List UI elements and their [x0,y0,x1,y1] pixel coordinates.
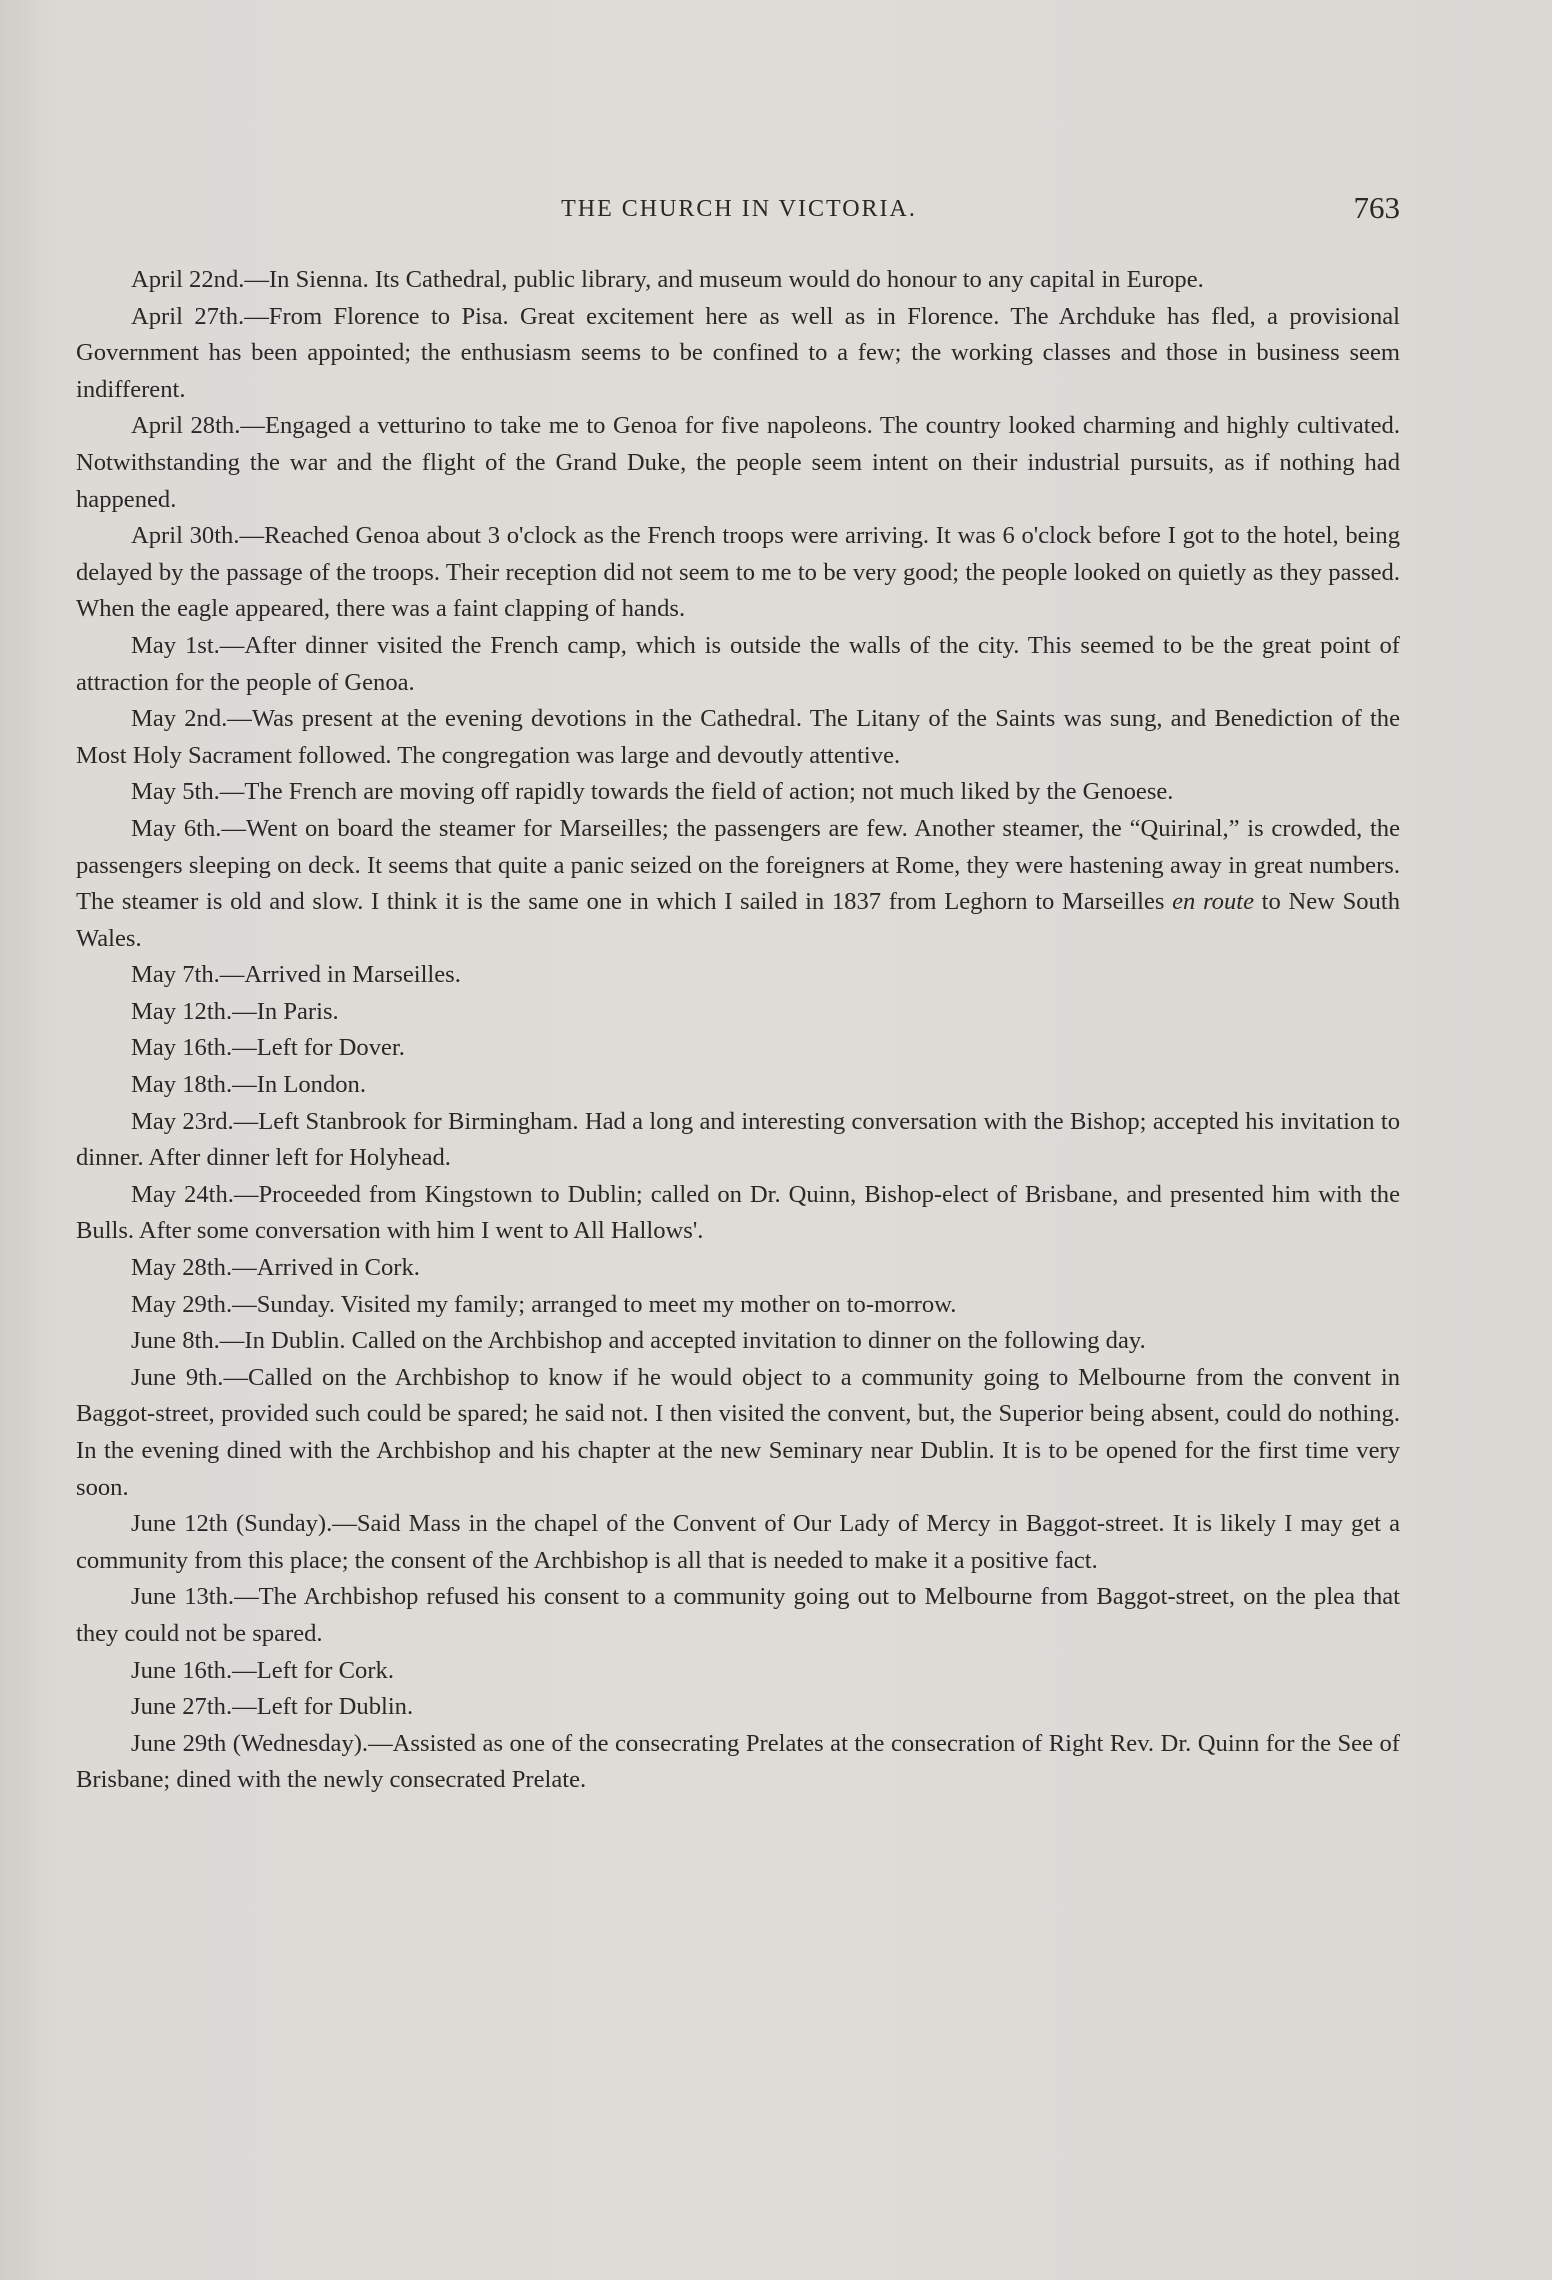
diary-entry: May 6th.—Went on board the steamer for Marseilles; the passengers are few. Another steamer, the “Quirinal,” is crowded, the passengers sleeping on deck. It seems that quite a panic seized on the foreigners at Rome, they were hastening away in great numbers. The steamer is old and slow. I think it is the same one in which I sailed in 1837 from Leghorn to Marseilles en route to New South Wales. [76,814,1400,952]
diary-entry: June 29th (Wednesday).—Assisted as one of the consecrating Prelates at the consecration of Right Rev. Dr. Quinn for the See of Brisbane; dined with the newly consecrated Prelate. [76,1729,1400,1794]
diary-entry: May 24th.—Proceeded from Kingstown to Dublin; called on Dr. Quinn, Bishop-elect of Brisbane, and presented him with the Bulls. After some conversation with him I went to All Hallows'. [76,1180,1400,1245]
diary-entry: May 5th.—The French are moving off rapidly towards the field of action; not much liked by the Genoese. [131,778,1174,806]
diary-entry: April 28th.—Engaged a vetturino to take me to Genoa for five napoleons. The country looked charming and highly cultivated. Notwithstanding the war and the flight of the Grand Duke, the people seem intent on their industrial pursuits, as if nothing had happened. [76,412,1400,513]
diary-entries [76,262,1400,1799]
page-number: 763 [1353,190,1400,225]
italic-phrase: en route [1172,888,1255,916]
diary-entry: June 9th.—Called on the Archbishop to know if he would object to a community going to Melbourne from the convent in Baggot-street, provided such could be spared; he said not. I then visited the convent, but, the Superior being absent, could do nothing. In the evening dined with the Archbishop and his chapter at the new Seminary near Dublin. It is to be opened for the first time very soon. [76,1363,1400,1501]
diary-entry: May 28th.—Arrived in Cork. [131,1254,420,1282]
diary-entry: May 7th.—Arrived in Marseilles. [131,961,461,989]
diary-entry: June 13th.—The Archbishop refused his consent to a community going out to Melbourne from Baggot-street, on the plea that they could not be spared. [76,1583,1400,1647]
diary-entry: June 27th.—Left for Dublin. [131,1693,414,1721]
diary-entry: June 8th.—In Dublin. Called on the Archbishop and accepted invitation to dinner on the following day. [131,1327,1146,1355]
diary-entry: June 12th (Sunday).—Said Mass in the chapel of the Convent of Our Lady of Mercy in Baggot-street. It is likely I may get a community from this place; the consent of the Archbishop is all that is needed to make it a positive fact. [76,1510,1400,1574]
diary-entry: April 30th.—Reached Genoa about 3 o'clock as the French troops were arriving. It was 6 o'clock before I got to the hotel, being delayed by the passage of the troops. Their reception did not seem to me to be very good; the people looked on quietly as they passed. When the eagle appeared, there was a faint clapping of hands. [76,522,1400,623]
running-title: THE CHURCH IN VICTORIA. [561,196,917,222]
diary-entry: May 23rd.—Left Stanbrook for Birmingham. Had a long and interesting conversation with the Bishop; accepted his invitation to dinner. After dinner left for Holyhead. [76,1107,1400,1172]
diary-entry: May 1st.—After dinner visited the French camp, which is outside the walls of the city. This seemed to be the great point of attraction for the people of Genoa. [76,631,1400,696]
diary-entry: April 22nd.—In Sienna. Its Cathedral, public library, and museum would do honour to any capital in Europe. [131,266,1204,293]
diary-entry: May 18th.—In London. [131,1071,366,1099]
diary-entry: May 29th.—Sunday. Visited my family; arranged to meet my mother on to-morrow. [131,1290,957,1318]
diary-entry: April 27th.—From Florence to Pisa. Great excitement here as well as in Florence. The Archduke has fled, a provisional Government has been appointed; the enthusiasm seems to be confined to a few; the working classes and those in business seem indifferent. [76,302,1400,403]
page-header [78,190,1400,230]
diary-entry: June 16th.—Left for Cork. [131,1656,394,1684]
diary-entry: May 2nd.—Was present at the evening devotions in the Cathedral. The Litany of the Saints was sung, and Benediction of the Most Holy Sacrament followed. The congregation was large and devoutly attentive. [76,705,1400,769]
diary-entry: May 12th.—In Paris. [131,997,339,1025]
diary-entry: May 16th.—Left for Dover. [131,1034,405,1062]
